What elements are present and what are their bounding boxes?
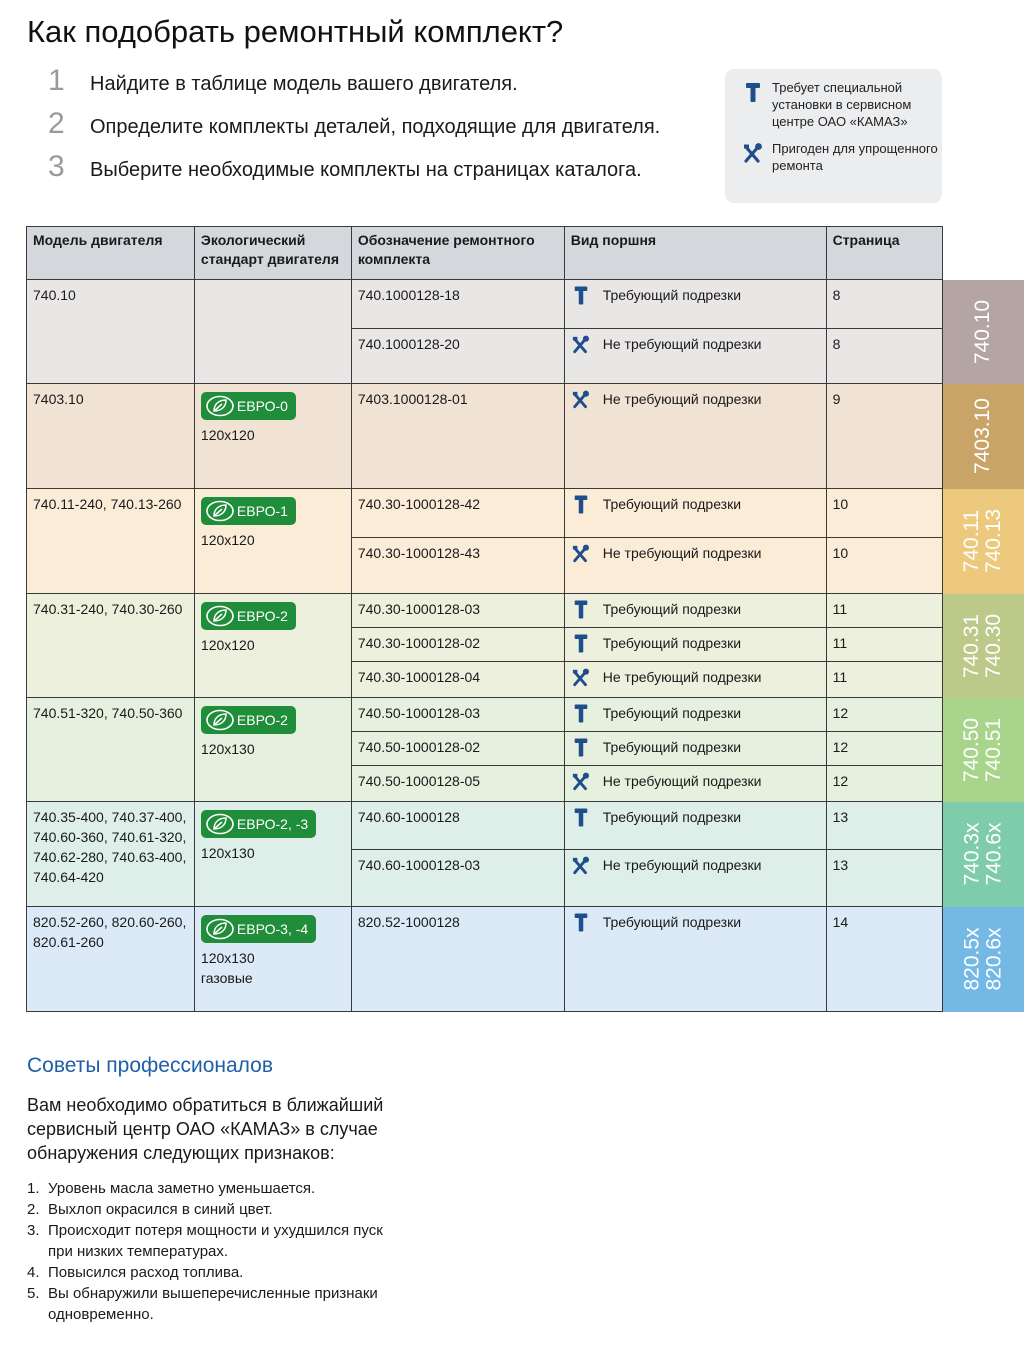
kit-code-cell (351, 766, 564, 802)
engine-model-cell-text: 740.51-320, 740.50-360 (33, 705, 183, 721)
table-row (27, 802, 1024, 850)
page-number-cell-text: 10 (832, 496, 849, 512)
piston-type-cell (564, 329, 826, 384)
eco-standard-cell (194, 489, 351, 594)
piston-type-cell (564, 628, 826, 662)
page-number-cell-text: 11 (832, 635, 848, 651)
side-tab-line: 740.50 (960, 717, 984, 782)
kit-code-cell-text: 740.50-1000128-03 (357, 705, 481, 721)
page-number-cell (826, 384, 942, 489)
piston-type-cell (564, 802, 826, 850)
list-number: 4. (27, 1264, 40, 1281)
tools-icon (572, 389, 590, 410)
cylinder-size: 120x120 (200, 637, 255, 653)
kit-code-cell-text: 740.30-1000128-43 (357, 545, 481, 561)
piston-pin-icon (572, 599, 590, 620)
kit-code-cell-text: 7403.1000128-01 (357, 391, 468, 407)
piston-pin-icon (572, 285, 590, 306)
list-number: 2. (27, 1201, 40, 1218)
piston-type-text: Требующий подрезки (602, 809, 742, 825)
eco-badge (201, 915, 316, 943)
eco-leaf-icon (205, 395, 235, 417)
page-number-cell (826, 698, 942, 732)
engine-model-cell-text: 740.10 (33, 287, 76, 303)
piston-type-text: Не требующий подрезки (602, 857, 762, 873)
tips-intro: Вам необходимо обратиться в ближайший сервисный центр ОАО «КАМАЗ» в случае обнаружения следующих признаков: (27, 1095, 384, 1163)
kit-code-cell-text: 740.1000128-18 (357, 287, 460, 303)
piston-type-text: Требующий подрезки (602, 287, 742, 303)
piston-pin-icon (572, 494, 590, 515)
piston-type-text: Не требующий подрезки (602, 669, 762, 685)
piston-type-cell (564, 850, 826, 907)
eco-standard-cell (194, 594, 351, 698)
side-tab-label (961, 927, 1005, 990)
kit-code-cell (351, 384, 564, 489)
table-row (27, 594, 1024, 628)
column-header-piston: Вид поршня (564, 227, 826, 280)
side-tab-label (961, 613, 1005, 677)
list-item (27, 1220, 407, 1262)
step-number: 1 (48, 64, 65, 97)
eco-badge (201, 810, 316, 838)
piston-type-cell (564, 280, 826, 329)
kit-code-cell-text: 740.30-1000128-04 (357, 669, 481, 685)
page-number-cell-text: 9 (832, 391, 841, 407)
piston-pin-icon (743, 81, 763, 103)
tools-icon (743, 142, 763, 164)
page-number-cell-text: 13 (832, 809, 849, 825)
table-row (27, 384, 1024, 489)
tips-list (27, 1178, 407, 1325)
piston-type-text: Требующий подрезки (602, 739, 742, 755)
kit-code-cell (351, 489, 564, 538)
side-tab-line: 740.6x (982, 822, 1006, 886)
side-tab-line: 820.6x (982, 927, 1006, 991)
engine-side-tab (942, 384, 1024, 489)
side-tab-label (961, 822, 1005, 885)
piston-type-text: Не требующий подрезки (602, 773, 762, 789)
kit-code-cell (351, 538, 564, 594)
page-number-cell (826, 538, 942, 594)
list-item (27, 1178, 407, 1199)
table-row (27, 489, 1024, 538)
column-header-eco: Экологический стандарт двигателя (194, 227, 351, 280)
page-number-cell (826, 802, 942, 850)
side-tab-header (942, 227, 1024, 280)
kit-code-cell (351, 662, 564, 698)
page-number-cell (826, 732, 942, 766)
column-header-page: Страница (826, 227, 942, 280)
eco-leaf-icon (205, 813, 235, 835)
kit-code-cell (351, 907, 564, 1012)
eco-badge-label: ЕВРО-2 (236, 712, 288, 728)
eco-badge-label: ЕВРО-0 (236, 398, 288, 414)
piston-type-cell (564, 384, 826, 489)
engine-model-cell-text: 820.52-260, 820.60-260, 820.61-260 (33, 914, 187, 950)
page-number-cell-text: 13 (832, 857, 849, 873)
piston-pin-icon (572, 737, 590, 758)
page-number-cell-text: 8 (832, 287, 841, 303)
legend-text: Требует специальной установки в сервисном центре ОАО «КАМАЗ» (772, 80, 912, 129)
page-number-cell-text: 11 (832, 669, 848, 685)
tools-icon (572, 543, 590, 564)
list-item (27, 1283, 407, 1325)
page-number-cell-text: 14 (832, 914, 849, 930)
table-body (27, 280, 1024, 1012)
eco-badge (201, 602, 296, 630)
tools-icon (572, 855, 590, 876)
kit-code-cell-text: 740.60-1000128-03 (357, 857, 481, 873)
page-number-cell (826, 628, 942, 662)
table-row (27, 280, 1024, 329)
page-number-cell (826, 489, 942, 538)
eco-leaf-icon (205, 605, 235, 627)
kit-code-cell-text: 740.50-1000128-05 (357, 773, 481, 789)
engine-model-cell (27, 802, 195, 907)
tools-icon (572, 334, 590, 355)
kit-code-cell (351, 850, 564, 907)
column-header-model: Модель двигателя (27, 227, 195, 280)
step-text: Определите комплекты деталей, подходящие для двигателя. (90, 116, 661, 138)
eco-standard-cell (194, 802, 351, 907)
piston-pin-icon (572, 703, 590, 724)
page-number-cell (826, 850, 942, 907)
piston-type-cell (564, 594, 826, 628)
engine-side-tab (942, 907, 1024, 1012)
engine-model-cell-text: 740.35-400, 740.37-400, 740.60-360, 740.61-320, 740.62-280, 740.63-400, 740.64-420 (33, 809, 187, 885)
tools-icon (572, 667, 590, 688)
engine-model-cell-text: 740.11-240, 740.13-260 (33, 496, 182, 512)
column-header-kit: Обозначение ремонтного комплекта (351, 227, 564, 280)
step-number: 2 (48, 107, 65, 140)
engine-side-tab (942, 802, 1024, 907)
eco-standard-cell (194, 907, 351, 1012)
list-text: Повысился расход топлива. (48, 1264, 244, 1281)
kit-code-cell (351, 698, 564, 732)
piston-type-text: Требующий подрезки (602, 914, 742, 930)
engine-side-tab (942, 594, 1024, 698)
piston-pin-icon (572, 912, 590, 933)
eco-badge-label: ЕВРО-2 (236, 608, 288, 624)
kit-code-cell (351, 329, 564, 384)
page-number-cell-text: 12 (832, 739, 849, 755)
tools-icon (572, 771, 590, 792)
page-number-cell-text: 12 (832, 705, 849, 721)
piston-type-text: Не требующий подрезки (602, 391, 762, 407)
kit-code-cell-text: 740.30-1000128-02 (357, 635, 481, 651)
engine-model-cell-text: 740.31-240, 740.30-260 (33, 601, 183, 617)
cylinder-size: 120x130 (200, 950, 255, 966)
page-number-cell-text: 10 (832, 545, 849, 561)
step-text: Найдите в таблице модель вашего двигателя. (90, 73, 518, 95)
piston-type-cell (564, 538, 826, 594)
side-tab-line: 820.5x (960, 927, 984, 991)
page-number-cell (826, 766, 942, 802)
side-tab-label (972, 299, 994, 363)
eco-leaf-icon (205, 709, 235, 731)
engine-model-cell-text: 7403.10 (33, 391, 84, 407)
eco-leaf-icon (205, 918, 235, 940)
piston-type-text: Требующий подрезки (602, 601, 742, 617)
list-number: 1. (27, 1180, 40, 1197)
page-number-cell-text: 12 (832, 773, 849, 789)
engine-note: газовые (200, 970, 253, 986)
list-item (27, 1262, 407, 1283)
eco-badge (201, 497, 296, 525)
legend-box (725, 69, 942, 203)
list-text: Уровень масла заметно уменьшается. (48, 1180, 316, 1197)
engine-model-cell (27, 489, 195, 594)
cylinder-size: 120x120 (200, 427, 255, 443)
table-header-row (27, 227, 1024, 280)
eco-badge-label: ЕВРО-1 (236, 503, 288, 519)
eco-badge-label: ЕВРО-3, -4 (236, 921, 309, 937)
eco-standard-cell (194, 280, 351, 384)
piston-type-cell (564, 662, 826, 698)
engine-model-cell (27, 907, 195, 1012)
page-number-cell-text: 8 (832, 336, 841, 352)
side-tab-label (961, 717, 1005, 781)
cylinder-size: 120x130 (200, 845, 255, 861)
kit-code-cell-text: 740.60-1000128 (357, 809, 460, 825)
side-tab-line: 740.30 (982, 613, 1006, 678)
piston-type-text: Требующий подрезки (602, 705, 742, 721)
eco-standard-cell (194, 698, 351, 802)
eco-leaf-icon (205, 500, 235, 522)
side-tab-line: 740.13 (982, 508, 1006, 574)
kit-code-cell (351, 802, 564, 850)
tips-title: Советы профессионалов (27, 1054, 273, 1077)
list-text: Происходит потеря мощности и ухудшился пуск при низких температурах. (48, 1222, 383, 1260)
kit-code-cell-text: 740.30-1000128-42 (357, 496, 481, 512)
page-number-cell-text: 11 (832, 601, 848, 617)
side-tab-line: 740.51 (982, 717, 1006, 782)
piston-type-cell (564, 732, 826, 766)
kit-code-cell-text: 820.52-1000128 (357, 914, 460, 930)
kit-code-cell (351, 628, 564, 662)
side-tab-line: 740.3x (960, 822, 984, 886)
list-text: Вы обнаружили вышеперечисленные признаки одновременно. (48, 1285, 378, 1323)
kit-code-cell (351, 732, 564, 766)
engine-side-tab (942, 489, 1024, 594)
engine-side-tab (942, 280, 1024, 384)
piston-type-cell (564, 766, 826, 802)
repair-kit-table (26, 226, 1024, 1012)
piston-pin-icon (572, 633, 590, 654)
piston-type-cell (564, 698, 826, 732)
eco-badge-label: ЕВРО-2, -3 (236, 816, 309, 832)
page-title: Как подобрать ремонтный комплект? (27, 14, 564, 49)
table-row (27, 907, 1024, 1012)
list-number: 5. (27, 1285, 40, 1302)
kit-code-cell-text: 740.30-1000128-03 (357, 601, 481, 617)
cylinder-size: 120x130 (200, 741, 255, 757)
piston-type-text: Требующий подрезки (602, 635, 742, 651)
eco-badge (201, 392, 296, 420)
step-number: 3 (48, 150, 65, 183)
piston-type-text: Требующий подрезки (602, 496, 742, 512)
piston-type-text: Не требующий подрезки (602, 336, 762, 352)
page-number-cell (826, 594, 942, 628)
page-number-cell (826, 280, 942, 329)
side-tab-label (961, 509, 1005, 573)
side-tab-line: 740.31 (960, 613, 984, 678)
eco-standard-cell (194, 384, 351, 489)
page-number-cell (826, 329, 942, 384)
eco-badge (201, 706, 296, 734)
table-row (27, 698, 1024, 732)
legend-text: Пригоден для упрощенного ремонта (772, 141, 938, 173)
piston-pin-icon (572, 807, 590, 828)
piston-type-cell (564, 907, 826, 1012)
piston-type-cell (564, 489, 826, 538)
kit-code-cell (351, 594, 564, 628)
engine-model-cell (27, 698, 195, 802)
side-tab-line: 740.10 (971, 299, 995, 364)
step-text: Выберите необходимые комплекты на страницах каталога. (90, 159, 642, 181)
kit-code-cell-text: 740.50-1000128-02 (357, 739, 481, 755)
side-tab-label (972, 398, 994, 474)
page-number-cell (826, 662, 942, 698)
cylinder-size: 120x120 (200, 532, 255, 548)
list-number: 3. (27, 1222, 40, 1239)
engine-model-cell (27, 280, 195, 384)
piston-type-text: Не требующий подрезки (602, 545, 762, 561)
page-number-cell (826, 907, 942, 1012)
kit-code-cell-text: 740.1000128-20 (357, 336, 460, 352)
engine-model-cell (27, 384, 195, 489)
kit-code-cell (351, 280, 564, 329)
engine-model-cell (27, 594, 195, 698)
engine-side-tab (942, 698, 1024, 802)
side-tab-line: 7403.10 (971, 398, 995, 474)
list-item (27, 1199, 407, 1220)
list-text: Выхлоп окрасился в синий цвет. (48, 1201, 273, 1218)
side-tab-line: 740.11 (960, 509, 984, 573)
